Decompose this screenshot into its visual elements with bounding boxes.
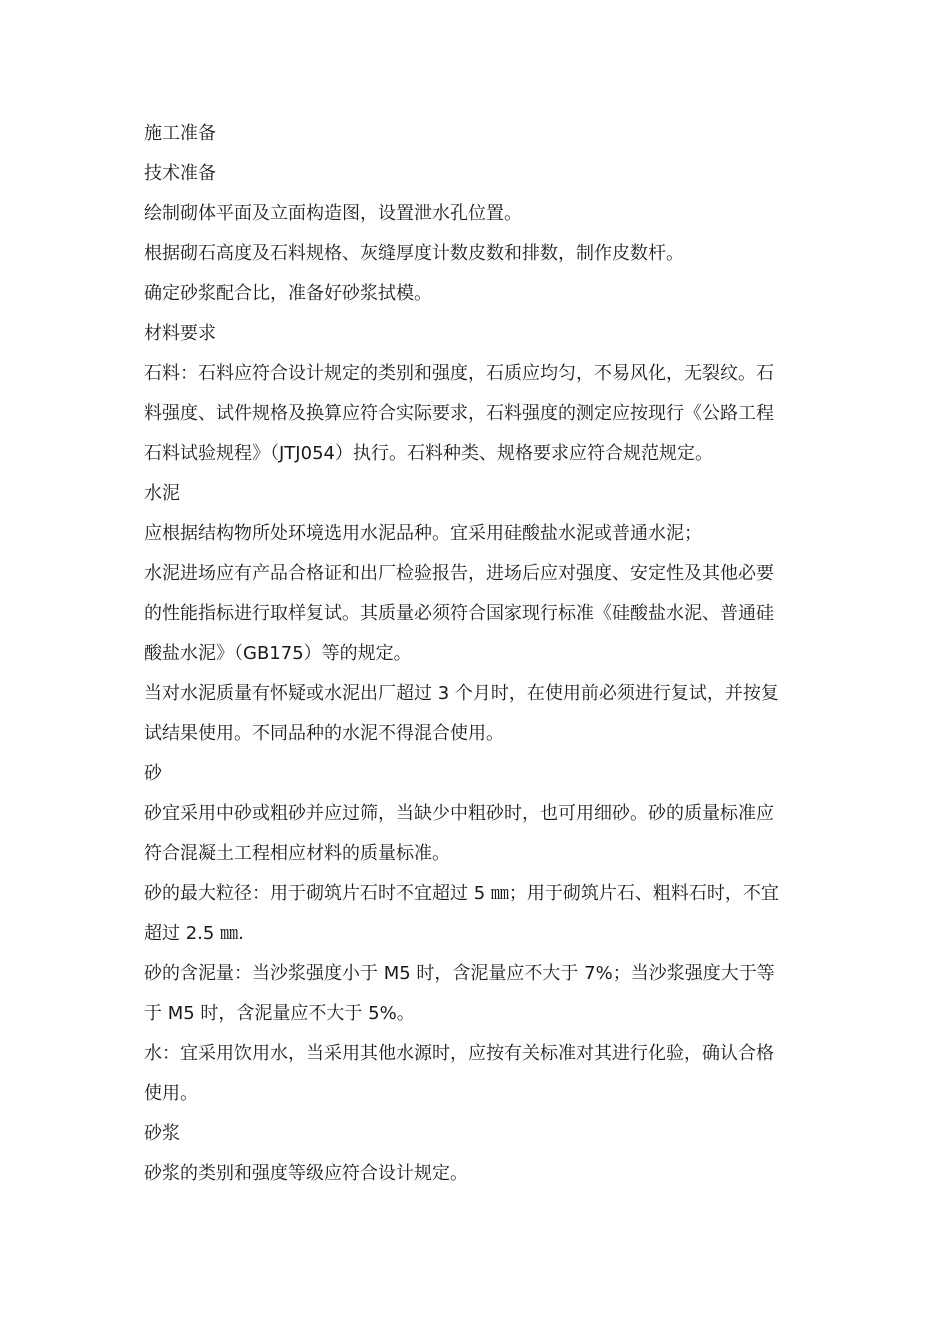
paragraph-line: 酸盐水泥》（GB175）等的规定。: [144, 643, 412, 664]
paragraph-line: 于 M5 时，含泥量应不大于 5%。: [144, 1003, 415, 1024]
paragraph-line: 试结果使用。不同品种的水泥不得混合使用。: [144, 723, 504, 744]
paragraph-line: 水泥进场应有产品合格证和出厂检验报告，进场后应对强度、安定性及其他必要: [144, 563, 774, 584]
heading-cement: 水泥: [144, 483, 180, 504]
paragraph-line: 料强度、试件规格及换算应符合实际要求，石料强度的测定应按现行《公路工程: [144, 403, 774, 424]
paragraph-line: 符合混凝土工程相应材料的质量标准。: [144, 843, 450, 864]
paragraph-line: 确定砂浆配合比，准备好砂浆拭模。: [144, 283, 432, 304]
paragraph-line: 绘制砌体平面及立面构造图，设置泄水孔位置。: [144, 203, 522, 224]
heading-construction-prep: 施工准备: [144, 123, 216, 144]
heading-mortar: 砂浆: [144, 1123, 180, 1144]
paragraph-line: 根据砌石高度及石料规格、灰缝厚度计数皮数和排数，制作皮数杆。: [144, 243, 684, 264]
paragraph-line: 砂的最大粒径：用于砌筑片石时不宜超过 5 ㎜；用于砌筑片石、粗料石时，不宜: [144, 883, 779, 904]
heading-sand: 砂: [144, 763, 162, 784]
paragraph-line: 应根据结构物所处环境选用水泥品种。宜采用硅酸盐水泥或普通水泥；: [144, 523, 702, 544]
paragraph-line: 当对水泥质量有怀疑或水泥出厂超过 3 个月时，在使用前必须进行复试，并按复: [144, 683, 779, 704]
paragraph-line: 砂宜采用中砂或粗砂并应过筛，当缺少中粗砂时，也可用细砂。砂的质量标准应: [144, 803, 774, 824]
paragraph-line: 石料：石料应符合设计规定的类别和强度，石质应均匀，不易风化，无裂纹。石: [144, 363, 774, 384]
paragraph-line: 砂的含泥量：当沙浆强度小于 M5 时，含泥量应不大于 7%；当沙浆强度大于等: [144, 963, 775, 984]
paragraph-line: 的性能指标进行取样复试。其质量必须符合国家现行标准《硅酸盐水泥、普通硅: [144, 603, 774, 624]
paragraph-line: 使用。: [144, 1083, 198, 1104]
paragraph-line: 石料试验规程》（JTJ054）执行。石料种类、规格要求应符合规范规定。: [144, 443, 713, 464]
paragraph-line: 水：宜采用饮用水，当采用其他水源时，应按有关标准对其进行化验，确认合格: [144, 1043, 774, 1064]
paragraph-line: 砂浆的类别和强度等级应符合设计规定。: [144, 1163, 468, 1184]
paragraph-line: 超过 2.5 ㎜.: [144, 923, 244, 944]
heading-material-requirements: 材料要求: [144, 323, 216, 344]
heading-technical-prep: 技术准备: [144, 163, 216, 184]
document-page: [144, 114, 808, 1194]
